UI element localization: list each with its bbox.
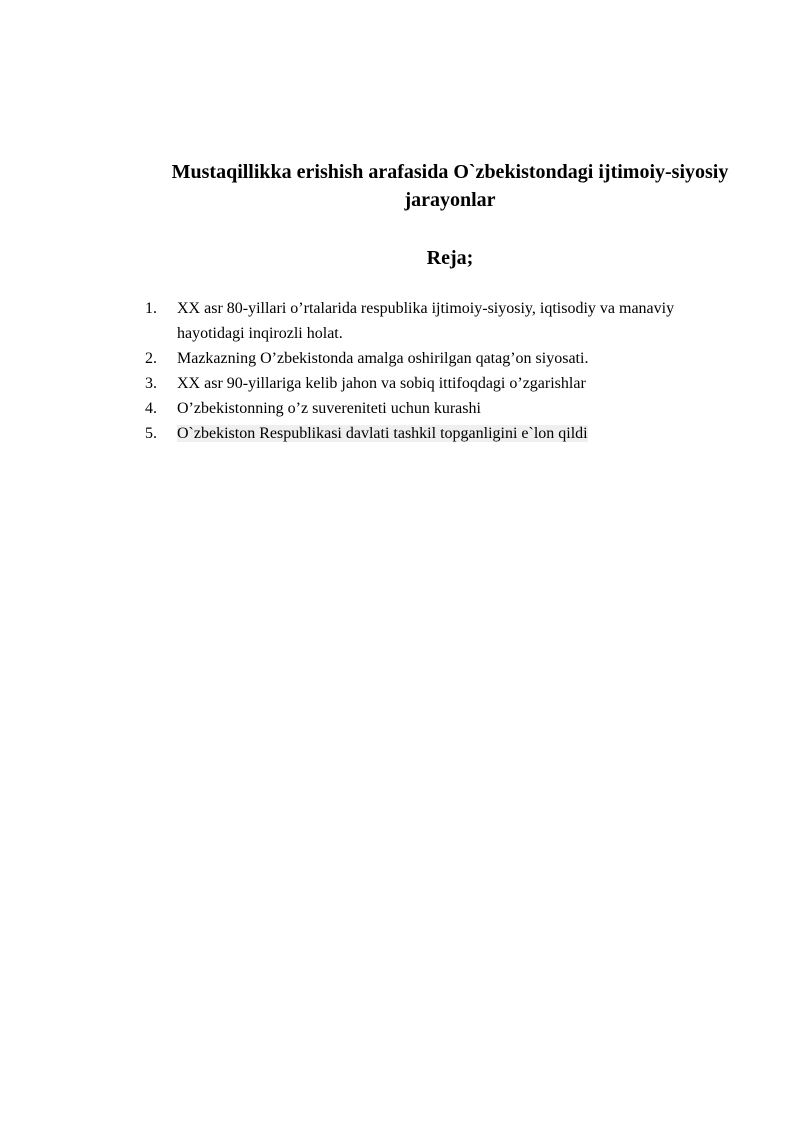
plan-item-number: 3.	[145, 375, 157, 392]
plan-item-highlighted	[145, 421, 745, 446]
plan-item-text: O’zbekistonning o’z suvereniteti uchun kurashi	[177, 400, 481, 417]
plan-item	[145, 296, 745, 346]
plan-item	[145, 396, 745, 421]
plan-list	[145, 296, 745, 446]
plan-heading: Reja;	[426, 247, 474, 269]
plan-item-number: 1.	[145, 300, 157, 317]
plan-item-text: Mazkazning O’zbekistonda amalga oshirilgan qatag’on siyosati.	[177, 350, 589, 367]
plan-item-number: 4.	[145, 400, 157, 417]
plan-item-text: XX asr 80-yillari o’rtalarida respublika ijtimoiy-siyosiy, iqtisodiy va manaviy hayotidagi inqirozli holat.	[177, 300, 675, 342]
plan-item-text: XX asr 90-yillariga kelib jahon va sobiq ittifoqdagi o’zgarishlar	[177, 375, 586, 392]
document-title	[140, 158, 760, 214]
plan-item	[145, 371, 745, 396]
plan-item-number: 5.	[145, 425, 157, 442]
plan-item-number: 2.	[145, 350, 157, 367]
plan-item	[145, 346, 745, 371]
plan-item-text: O`zbekiston Respublikasi davlati tashkil topganligini e`lon qildi	[177, 425, 588, 442]
document-title-line-1: Mustaqillikka erishish arafasida O`zbekistondagi ijtimoiy-siyosiy	[171, 161, 729, 183]
document-title-line-2: jarayonlar	[404, 189, 496, 211]
